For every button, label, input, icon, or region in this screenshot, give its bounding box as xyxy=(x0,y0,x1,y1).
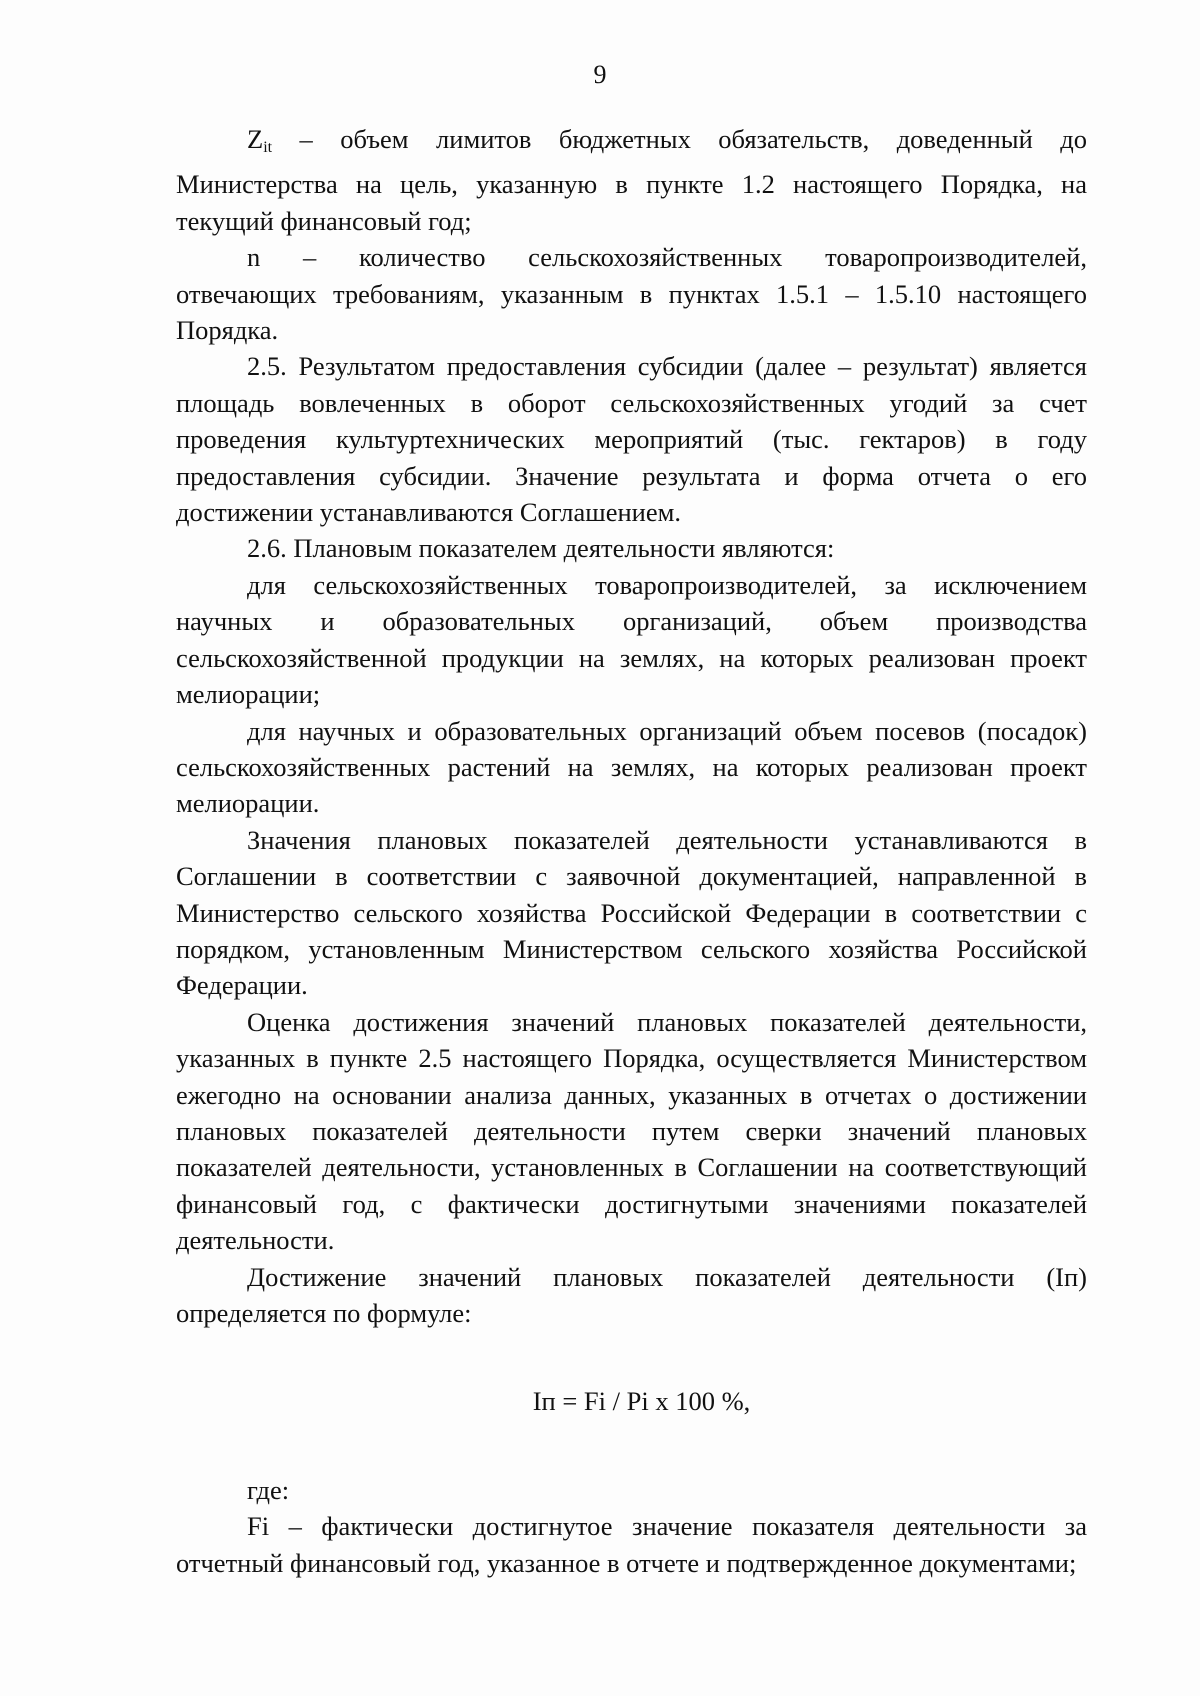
page-number: 9 xyxy=(593,60,607,89)
paragraph-n-definition: n – количество сельскохозяйственных товаропроизводителей, отвечающих требованиям, указанным в пунктах 1.5.1 – 1.5.10 настоящего Порядка. xyxy=(176,242,1087,346)
zit-definition-text: – объем лимитов бюджетных обязательств, доведенный до Министерства на цель, указанную в пункте 1.2 настоящего Порядка, на текущий финансовый год; xyxy=(176,124,1087,236)
paragraph-science-organizations: для научных и образовательных организаций объем посевов (посадок) сельскохозяйственных растений на землях, на которых реализован проект мелиорации. xyxy=(176,715,1087,819)
paragraph-2-5: 2.5. Результатом предоставления субсидии (далее – результат) является площадь вовлеченных в оборот сельскохозяйственных угодий за счет проведения культуртехнических мероприятий (тыс. гектаров) в году предоставления субсидии. Значение результата и форма отчета о его достижении устанавливаются Соглашением. xyxy=(176,351,1087,528)
paragraph-assessment: Оценка достижения значений плановых показателей деятельности, указанных в пункте 2.5 настоящего Порядка, осуществляется Министерством ежегодно на основании анализа данных, указанных в отчетах о достижении плановых показателей деятельности путем сверки значений плановых показателей деятельности, установленных в Соглашении на соответствующий финансовый год, с фактически достигнутыми значениями показателей деятельности. xyxy=(176,1006,1087,1256)
formula: Iп = Fi / Pi x 100 %, xyxy=(532,1386,751,1417)
document-body xyxy=(176,121,1087,1581)
paragraph-achievement: Достижение значений плановых показателей деятельности (Iп) определяется по формуле: xyxy=(176,1261,1087,1328)
where-label: где: xyxy=(247,1474,290,1505)
zit-symbol: $Z_{it}$ xyxy=(247,124,273,156)
paragraph-fi-definition: Fi – фактически достигнутое значение показателя деятельности за отчетный финансовый год, указанное в отчете и подтвержденное документами; xyxy=(176,1511,1087,1578)
paragraph-2-6: 2.6. Плановым показателем деятельности являются: xyxy=(247,533,835,564)
paragraph-values: Значения плановых показателей деятельности устанавливаются в Соглашении в соответствии с заявочной документацией, направленной в Министерство сельского хозяйства Российской Федерации в соответствии с порядком, установленным Министерством сельского хозяйства Российской Федерации. xyxy=(176,824,1087,1001)
paragraph-producers: для сельскохозяйственных товаропроизводителей, за исключением научных и образовательных организаций, объем производства сельскохозяйственной продукции на землях, на которых реализован проект мелиорации; xyxy=(176,569,1087,710)
zit-subscript: it xyxy=(263,139,273,156)
paragraph-zit-definition xyxy=(176,121,1087,239)
